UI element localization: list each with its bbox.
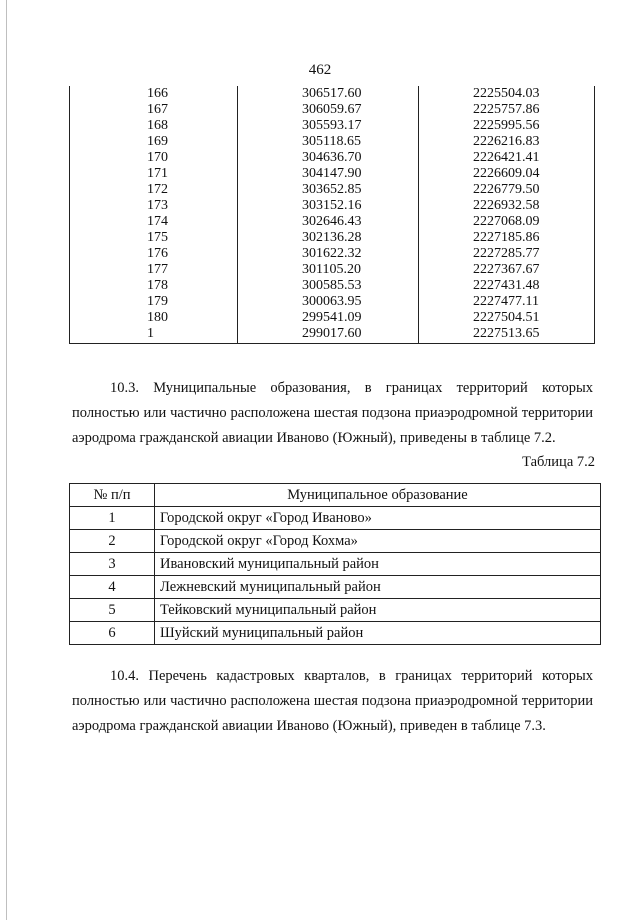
point-number-cell: 166: [70, 86, 238, 102]
x-coordinate-cell: 303152.16: [238, 198, 419, 214]
row-number-cell: 6: [70, 622, 155, 645]
x-coordinate-cell: 299017.60: [238, 326, 419, 344]
x-coordinate-cell: 301622.32: [238, 246, 419, 262]
y-coordinate-cell: 2226609.04: [419, 166, 595, 182]
scan-edge-line: [6, 0, 7, 920]
table-row: [70, 230, 595, 246]
page-number: 462: [308, 62, 332, 78]
municipality-cell: Тейковский муниципальный район: [155, 599, 601, 622]
point-number-cell: 173: [70, 198, 238, 214]
y-coordinate-cell: 2226421.41: [419, 150, 595, 166]
coordinates-table: [69, 86, 595, 344]
x-coordinate-cell: 304147.90: [238, 166, 419, 182]
point-number-cell: 177: [70, 262, 238, 278]
header-number: № п/п: [70, 484, 155, 507]
table-row: [70, 182, 595, 198]
y-coordinate-cell: 2227185.86: [419, 230, 595, 246]
table-row: [70, 576, 601, 599]
point-number-cell: 1: [70, 326, 238, 344]
table-row: [70, 86, 595, 102]
x-coordinate-cell: 306517.60: [238, 86, 419, 102]
y-coordinate-cell: 2227504.51: [419, 310, 595, 326]
section-10-3-paragraph: [72, 376, 593, 451]
row-number-cell: 5: [70, 599, 155, 622]
x-coordinate-cell: 302646.43: [238, 214, 419, 230]
table-row: [70, 102, 595, 118]
y-coordinate-cell: 2226216.83: [419, 134, 595, 150]
row-number-cell: 4: [70, 576, 155, 599]
point-number-cell: 172: [70, 182, 238, 198]
table-row: [70, 294, 595, 310]
y-coordinate-cell: 2227285.77: [419, 246, 595, 262]
point-number-cell: 175: [70, 230, 238, 246]
table-row: [70, 262, 595, 278]
y-coordinate-cell: 2226779.50: [419, 182, 595, 198]
row-number-cell: 1: [70, 507, 155, 530]
table-row: [70, 150, 595, 166]
table-row: [70, 530, 601, 553]
x-coordinate-cell: 300063.95: [238, 294, 419, 310]
table-row: [70, 553, 601, 576]
x-coordinate-cell: 301105.20: [238, 262, 419, 278]
x-coordinate-cell: 299541.09: [238, 310, 419, 326]
y-coordinate-cell: 2227513.65: [419, 326, 595, 344]
point-number-cell: 176: [70, 246, 238, 262]
x-coordinate-cell: 305118.65: [238, 134, 419, 150]
section-number: 10.3.: [110, 380, 139, 396]
y-coordinate-cell: 2225995.56: [419, 118, 595, 134]
row-number-cell: 2: [70, 530, 155, 553]
table-row: [70, 198, 595, 214]
point-number-cell: 171: [70, 166, 238, 182]
point-number-cell: 179: [70, 294, 238, 310]
section-text: Перечень кадастровых кварталов, в границах территорий которых полностью или частично расположена шестая подзона приаэродромной территории аэродрома гражданской авиации Иваново (Южный), приведен в таблице 7.3.: [72, 668, 594, 734]
point-number-cell: 167: [70, 102, 238, 118]
section-text: Муниципальные образования, в границах территорий которых полностью или частично расположена шестая подзона приаэродромной территории аэродрома гражданской авиации Иваново (Южный), приведены в таблице 7.2.: [72, 380, 593, 446]
point-number-cell: 170: [70, 150, 238, 166]
x-coordinate-cell: 300585.53: [238, 278, 419, 294]
y-coordinate-cell: 2225757.86: [419, 102, 595, 118]
y-coordinate-cell: 2225504.03: [419, 86, 595, 102]
table-row: [70, 246, 595, 262]
y-coordinate-cell: 2226932.58: [419, 198, 595, 214]
x-coordinate-cell: 302136.28: [238, 230, 419, 246]
table-row: [70, 326, 595, 344]
table-row: [70, 310, 595, 326]
table-row: [70, 507, 601, 530]
header-municipality: Муниципальное образование: [155, 484, 601, 507]
point-number-cell: 169: [70, 134, 238, 150]
table-caption: Таблица 7.2: [522, 454, 595, 470]
municipality-cell: Шуйский муниципальный район: [155, 622, 601, 645]
y-coordinate-cell: 2227477.11: [419, 294, 595, 310]
y-coordinate-cell: 2227431.48: [419, 278, 595, 294]
point-number-cell: 174: [70, 214, 238, 230]
table-row: [70, 134, 595, 150]
municipality-cell: Лежневский муниципальный район: [155, 576, 601, 599]
y-coordinate-cell: 2227367.67: [419, 262, 595, 278]
municipality-cell: Ивановский муниципальный район: [155, 553, 601, 576]
point-number-cell: 168: [70, 118, 238, 134]
municipality-cell: Городской округ «Город Кохма»: [155, 530, 601, 553]
table-row: [70, 214, 595, 230]
x-coordinate-cell: 304636.70: [238, 150, 419, 166]
point-number-cell: 180: [70, 310, 238, 326]
municipality-cell: Городской округ «Город Иваново»: [155, 507, 601, 530]
table-header-row: [70, 484, 601, 507]
table-row: [70, 622, 601, 645]
x-coordinate-cell: 305593.17: [238, 118, 419, 134]
y-coordinate-cell: 2227068.09: [419, 214, 595, 230]
municipalities-table: [69, 483, 601, 645]
x-coordinate-cell: 306059.67: [238, 102, 419, 118]
point-number-cell: 178: [70, 278, 238, 294]
table-row: [70, 118, 595, 134]
x-coordinate-cell: 303652.85: [238, 182, 419, 198]
table-row: [70, 166, 595, 182]
table-row: [70, 278, 595, 294]
table-row: [70, 599, 601, 622]
section-10-4-paragraph: [72, 664, 593, 739]
section-number: 10.4.: [110, 668, 139, 684]
row-number-cell: 3: [70, 553, 155, 576]
